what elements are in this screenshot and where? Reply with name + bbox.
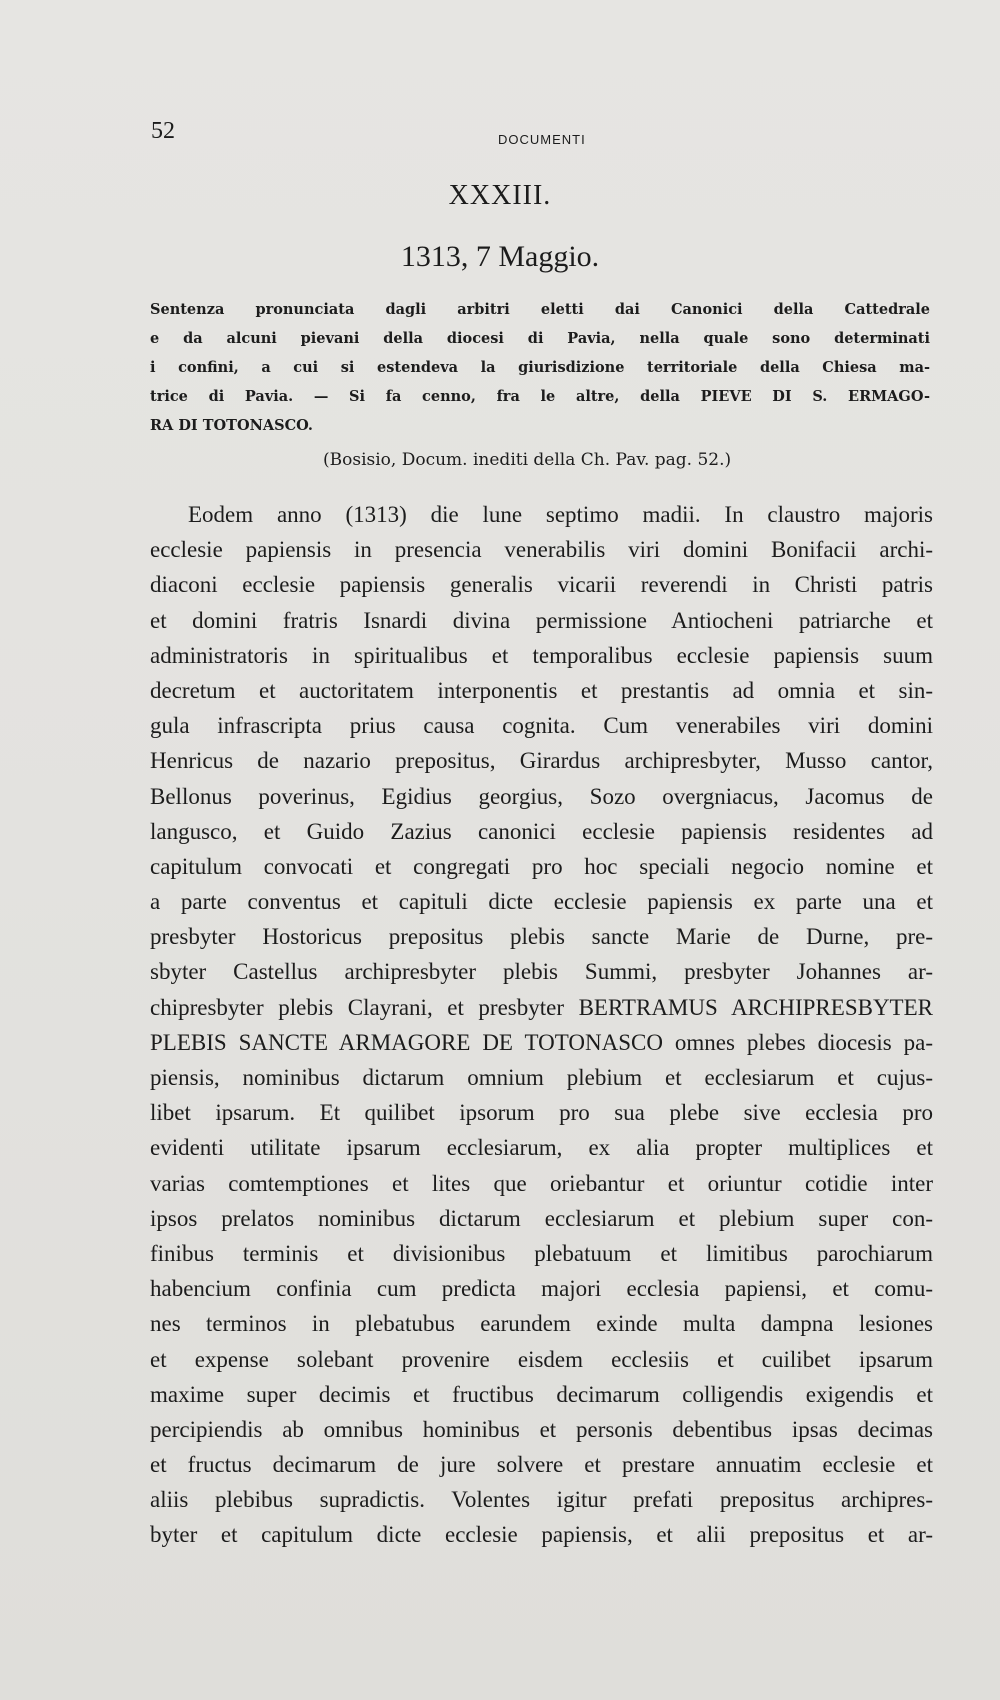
- body-line: evidenti utilitate ipsarum ecclesiarum, ex alia propter multiplices et: [150, 1135, 933, 1161]
- body-line: aliis plebibus supradictis. Volentes igitur prefati prepositus archipres-: [150, 1487, 933, 1513]
- body-line: Eodem anno (1313) die lune septimo madii. In claustro majoris: [188, 502, 933, 527]
- body-line: diaconi ecclesie papiensis generalis vicarii reverendi in Christi patris: [150, 572, 933, 598]
- document-summary: [150, 295, 930, 440]
- body-line: Bellonus poverinus, Egidius georgius, Sozo overgniacus, Jacomus de: [150, 783, 933, 809]
- summary-line: e da alcuni pievani della diocesi di Pavia, nella quale sono determinati: [150, 330, 930, 347]
- body-line: presbyter Hostoricus prepositus plebis sancte Marie de Durne, pre-: [150, 924, 933, 950]
- body-line: sbyter Castellus archipresbyter plebis Summi, presbyter Johannes ar-: [150, 959, 933, 985]
- body-line: ecclesie papiensis in presencia venerabilis viri domini Bonifacii archi-: [150, 537, 933, 563]
- body-line: PLEBIS SANCTE ARMAGORE DE TOTONASCO omnes plebes diocesis pa-: [150, 1029, 933, 1055]
- running-head: DOCUMENTI: [498, 132, 586, 147]
- body-line: chipresbyter plebis Clayrani, et presbyter BERTRAMUS ARCHIPRESBYTER: [150, 994, 933, 1020]
- body-line: gula infrascripta prius causa cognita. Cum venerabiles viri domini: [150, 713, 933, 739]
- body-line: capitulum convocati et congregati pro hoc speciali negocio nomine et: [150, 853, 933, 879]
- body-line: et fructus decimarum de jure solvere et prestare annuatim ecclesie et: [150, 1452, 933, 1478]
- body-line: habencium confinia cum predicta majori ecclesia papiensi, et comu-: [150, 1276, 933, 1302]
- body-line: byter et capitulum dicte ecclesie papiensis, et alii prepositus et ar-: [150, 1522, 933, 1548]
- body-line: varias comtemptiones et lites que oriebantur et oriuntur cotidie inter: [150, 1170, 933, 1196]
- body-line: langusco, et Guido Zazius canonici ecclesie papiensis residentes ad: [150, 818, 933, 844]
- summary-line: RA DI TOTONASCO.: [150, 417, 313, 434]
- body-line: finibus terminis et divisionibus plebatuum et limitibus parochiarum: [150, 1240, 933, 1266]
- body-line: et expense solebant provenire eisdem ecclesiis et cuilibet ipsarum: [150, 1346, 933, 1372]
- document-body: [150, 497, 933, 1553]
- body-line: percipiendis ab omnibus hominibus et personis debentibus ipsas decimas: [150, 1416, 933, 1442]
- body-line: decretum et auctoritatem interponentis et prestantis ad omnia et sin-: [150, 677, 933, 703]
- body-line: nes terminos in plebatubus earundem exinde multa dampna lesiones: [150, 1311, 933, 1337]
- document-number: XXXIII.: [448, 180, 552, 211]
- body-line: a parte conventus et capituli dicte ecclesie papiensis ex parte una et: [150, 889, 933, 915]
- summary-line: Sentenza pronunciata dagli arbitri eletti dai Canonici della Cattedrale: [150, 301, 930, 318]
- summary-line: i confini, a cui si estendeva la giurisdizione territoriale della Chiesa ma-: [150, 359, 930, 376]
- body-line: libet ipsarum. Et quilibet ipsorum pro sua plebe sive ecclesia pro: [150, 1100, 933, 1126]
- summary-line: trice di Pavia. — Si fa cenno, fra le altre, della PIEVE DI S. ERMAGO-: [150, 388, 930, 405]
- body-line: piensis, nominibus dictarum omnium plebium et ecclesiarum et cujus-: [150, 1065, 933, 1090]
- document-date: 1313, 7 Maggio.: [400, 240, 600, 273]
- page-number: 52: [151, 118, 175, 144]
- source-citation: (Bosisio, Docum. inediti della Ch. Pav. pag. 52.): [323, 450, 732, 470]
- body-line: administratoris in spiritualibus et temporalibus ecclesie papiensis suum: [150, 642, 933, 668]
- body-line: maxime super decimis et fructibus decimarum colligendis exigendis et: [150, 1381, 933, 1407]
- body-line: Henricus de nazario prepositus, Girardus archipresbyter, Musso cantor,: [150, 748, 933, 774]
- body-line: ipsos prelatos nominibus dictarum ecclesiarum et plebium super con-: [150, 1205, 933, 1231]
- body-line: et domini fratris Isnardi divina permissione Antiocheni patriarche et: [150, 607, 933, 633]
